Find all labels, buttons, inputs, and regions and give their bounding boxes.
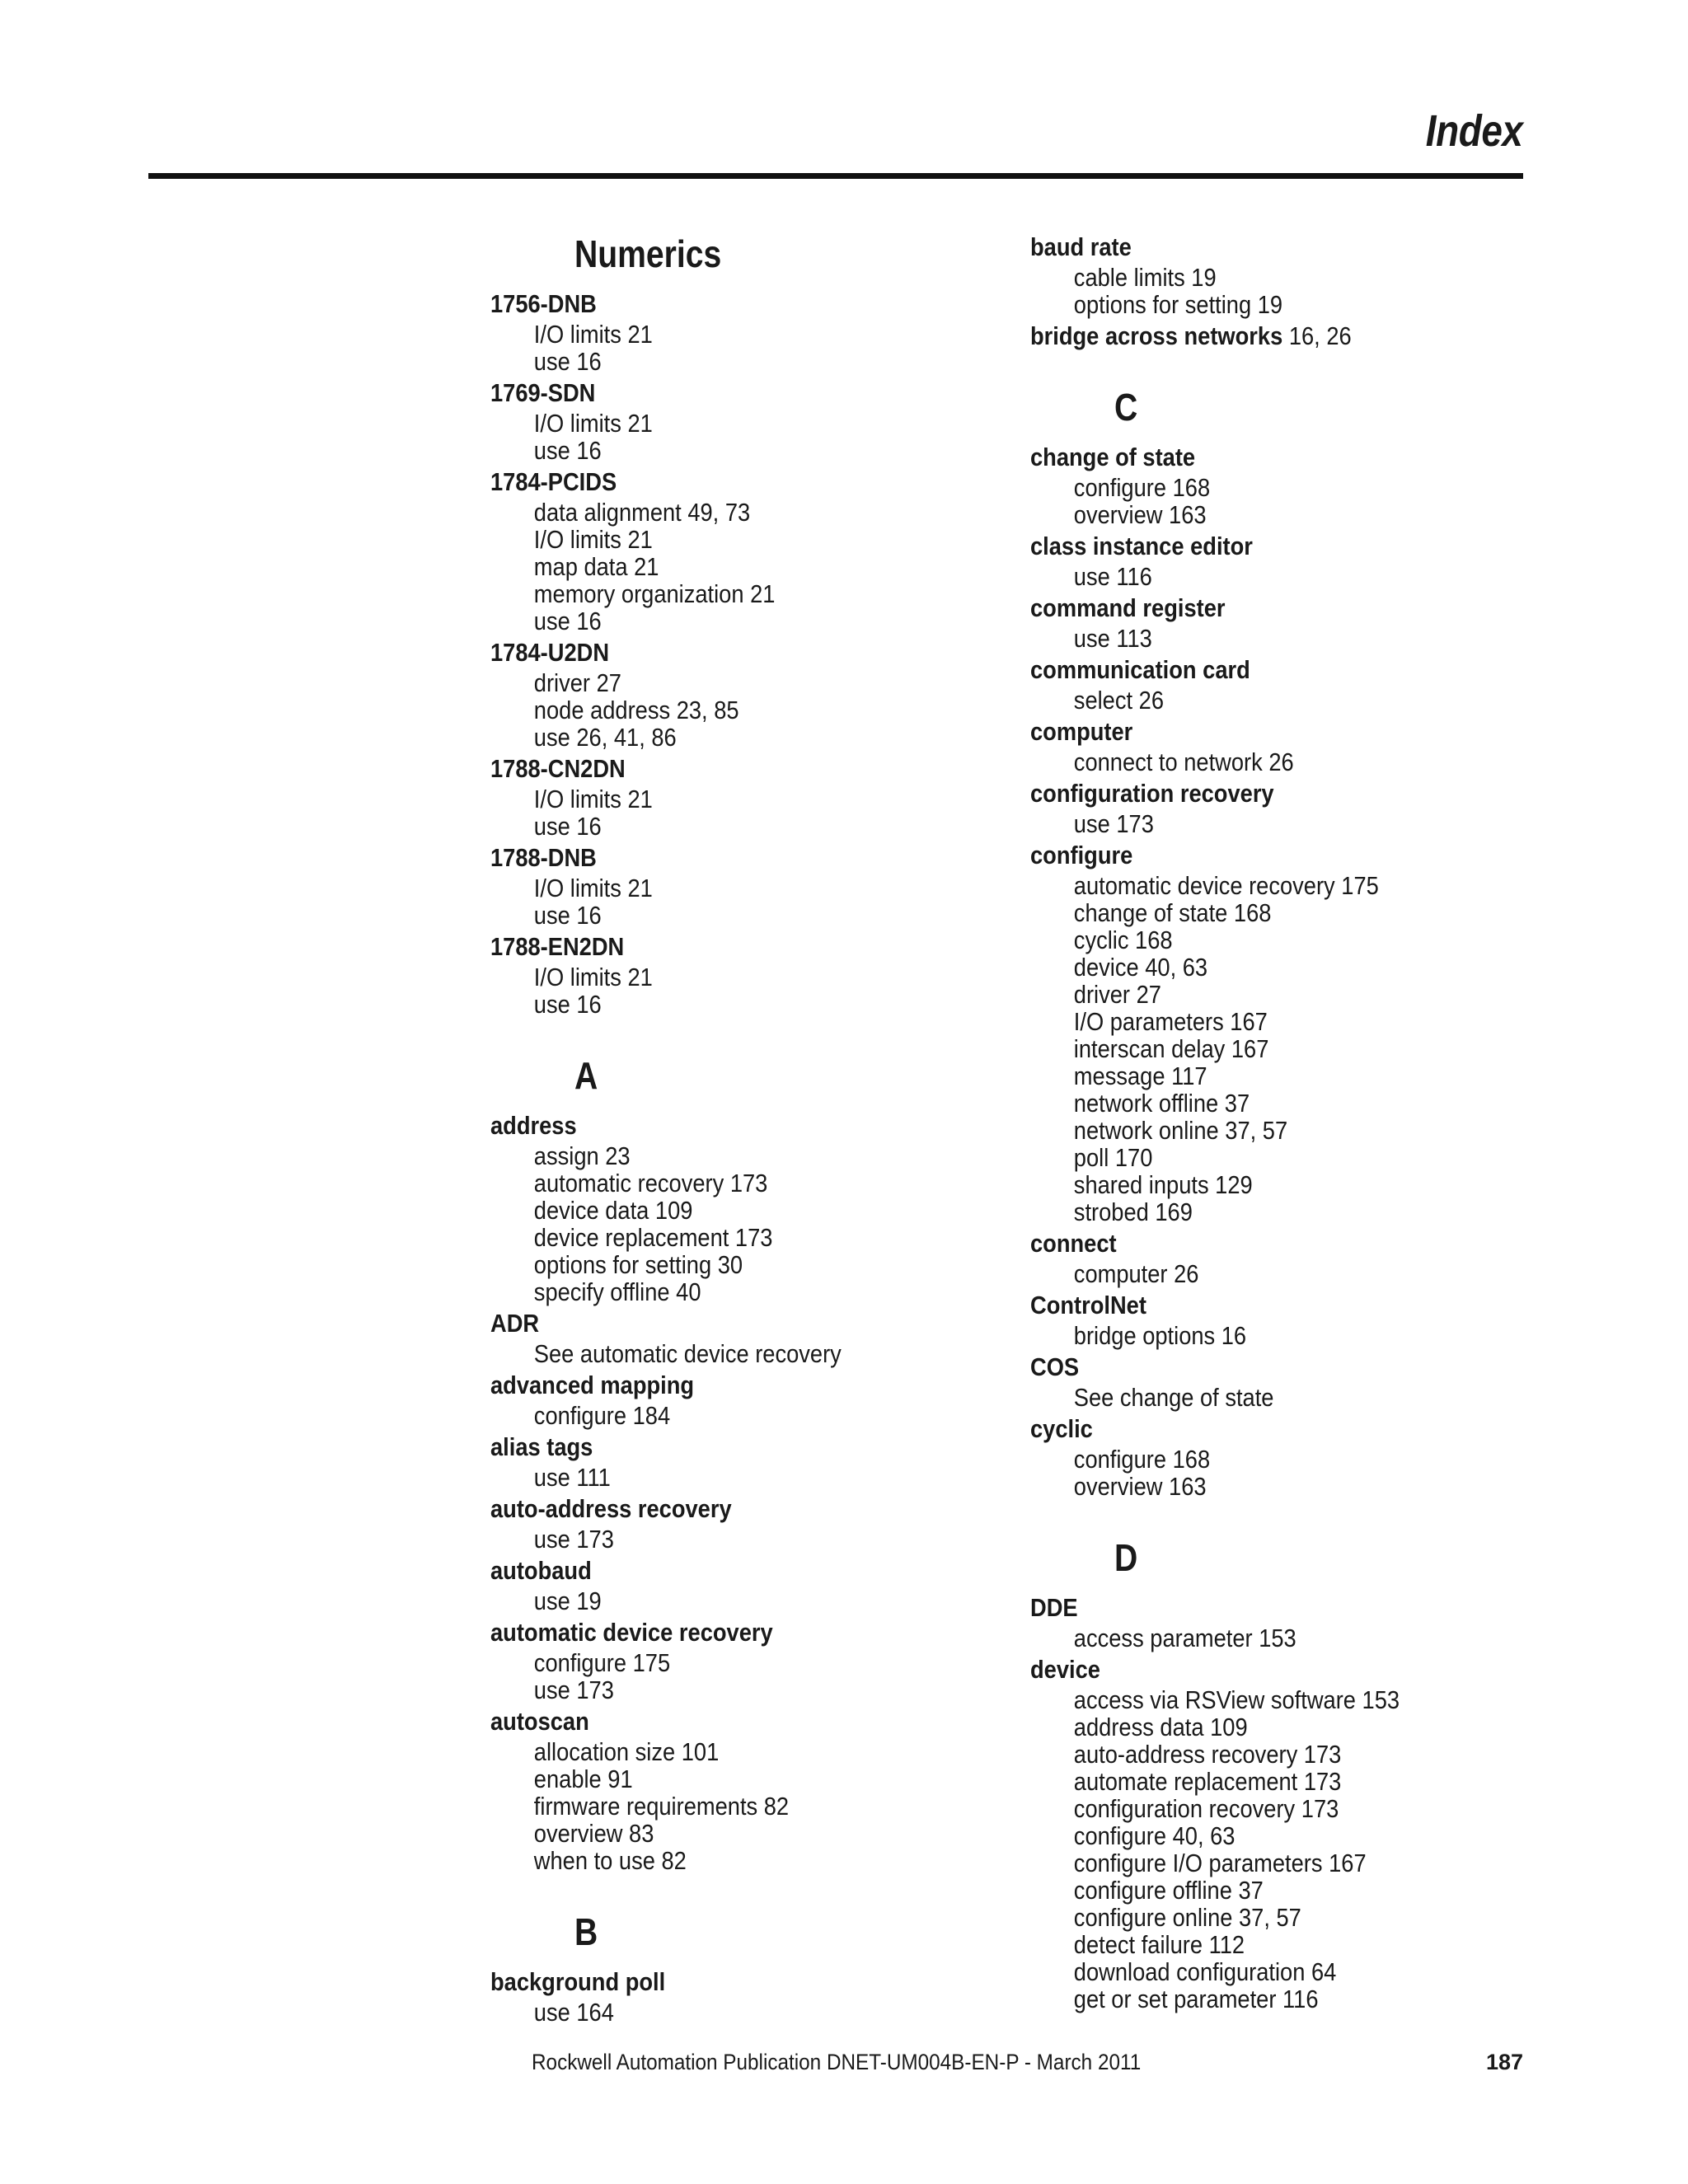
index-subentries: [1030, 1686, 1574, 2013]
index-term: COS: [1030, 1352, 1080, 1381]
title-rule: [148, 173, 1523, 179]
index-term-line: [1030, 1230, 1509, 1257]
index-subentries: [490, 1587, 1034, 1615]
index-term: command register: [1030, 593, 1226, 622]
index-term-line: [490, 1708, 969, 1735]
index-subentries: [1030, 563, 1574, 590]
index-subentry: network offline 37: [1073, 1089, 1250, 1118]
index-subentry: use 16: [533, 901, 602, 930]
index-term: automatic device recovery: [490, 1618, 773, 1647]
index-term: autobaud: [490, 1556, 592, 1585]
index-term: 1756-DNB: [490, 289, 597, 318]
index-entry: [490, 1310, 1034, 1367]
index-subentry: enable 91: [533, 1765, 633, 1793]
index-subentries: [490, 1464, 1034, 1491]
index-section: [490, 229, 1034, 1018]
index-subentry: use 111: [533, 1463, 611, 1492]
index-subentry: use 16: [533, 607, 602, 635]
index-subentries: [1030, 1322, 1574, 1349]
index-subentry: use 173: [533, 1675, 614, 1704]
index-subentry: use 16: [533, 990, 602, 1019]
index-entry: [1030, 1656, 1574, 2013]
index-subentry: use 16: [533, 347, 602, 376]
index-entry: [1030, 594, 1574, 652]
index-subentries: [490, 499, 1034, 635]
index-entry: [490, 1495, 1034, 1553]
index-entry: [1030, 718, 1574, 776]
index-term-line: [490, 933, 969, 960]
index-subentry: use 16: [533, 812, 602, 841]
index-subentry: shared inputs 129: [1073, 1170, 1253, 1199]
index-subentry: configure online 37, 57: [1073, 1903, 1301, 1932]
index-term: ControlNet: [1030, 1291, 1146, 1319]
index-term: DDE: [1030, 1593, 1078, 1622]
index-subentry: configuration recovery 173: [1073, 1794, 1339, 1823]
index-subentry: device 40, 63: [1073, 953, 1208, 982]
index-subentry: I/O parameters 167: [1073, 1007, 1268, 1036]
index-subentries: [490, 1402, 1034, 1429]
index-subentries: [490, 785, 1034, 840]
index-subentry: automatic device recovery 175: [1073, 871, 1379, 900]
index-term: 1784-U2DN: [490, 638, 610, 667]
index-subentry: use 19: [533, 1586, 602, 1615]
index-subentries: [1030, 748, 1574, 776]
index-term: alias tags: [490, 1432, 593, 1461]
index-entry: [1030, 1594, 1574, 1652]
index-entry: [1030, 841, 1574, 1226]
index-subentry: access via RSView software 153: [1073, 1685, 1400, 1714]
index-subentry: options for setting 19: [1073, 290, 1283, 319]
index-term-line: [490, 1495, 969, 1522]
index-subentry: connect to network 26: [1073, 748, 1294, 776]
index-subentries: [490, 1142, 1034, 1305]
index-term-line: [490, 844, 969, 871]
index-subentry: use 164: [533, 1998, 614, 2027]
index-term: class instance editor: [1030, 532, 1253, 560]
index-subentry: message 117: [1073, 1062, 1207, 1090]
index-subentry: specify offline 40: [533, 1277, 701, 1306]
index-subentries: [490, 1999, 1034, 2026]
index-entry: [490, 468, 1034, 635]
section-letter-heading: A: [574, 1054, 598, 1097]
index-term-pages: 16, 26: [1288, 321, 1352, 350]
index-term-line: [490, 290, 969, 317]
index-subentries: [490, 963, 1034, 1018]
index-subentry: overview 163: [1073, 1472, 1207, 1501]
index-subentry: interscan delay 167: [1073, 1034, 1269, 1063]
index-subentry: See change of state: [1073, 1383, 1274, 1412]
index-subentry: network online 37, 57: [1073, 1116, 1288, 1145]
index-column-left: [490, 229, 1034, 2026]
index-subentry: use 16: [533, 436, 602, 465]
index-entry: [490, 844, 1034, 929]
index-term: address: [490, 1111, 577, 1140]
index-term: auto-address recovery: [490, 1494, 732, 1523]
index-subentries: [490, 874, 1034, 929]
index-subentry: poll 170: [1073, 1143, 1153, 1172]
index-subentries: [490, 410, 1034, 464]
index-subentry: I/O limits 21: [533, 785, 653, 813]
index-subentry: memory organization 21: [533, 579, 776, 608]
footer-publication: Rockwell Automation Publication DNET-UM004B-EN-P - March 2011: [532, 2050, 1142, 2074]
index-entry: [1030, 1230, 1574, 1287]
index-entry: [1030, 322, 1574, 349]
index-term: autoscan: [490, 1707, 589, 1736]
index-subentry: I/O limits 21: [533, 320, 653, 349]
index-subentry: cable limits 19: [1073, 263, 1217, 292]
index-subentry: configure offline 37: [1073, 1876, 1264, 1905]
index-subentry: download configuration 64: [1073, 1957, 1337, 1986]
index-section: [1030, 233, 1574, 349]
index-subentries: [490, 1649, 1034, 1704]
index-entry: [490, 639, 1034, 751]
index-term: baud rate: [1030, 232, 1132, 261]
index-term-line: [490, 755, 969, 782]
index-subentries: [1030, 1260, 1574, 1287]
index-term-line: [1030, 1353, 1509, 1380]
index-term-line: [490, 1968, 969, 1995]
index-term: connect: [1030, 1229, 1117, 1258]
index-term: configuration recovery: [1030, 779, 1274, 808]
index-entry: [1030, 443, 1574, 528]
index-subentries: [1030, 625, 1574, 652]
index-term-line: [1030, 718, 1509, 745]
index-term-line: [490, 1371, 969, 1399]
index-term: 1769-SDN: [490, 378, 596, 407]
index-subentry: computer 26: [1073, 1259, 1199, 1288]
index-term: change of state: [1030, 443, 1196, 471]
index-section: [490, 1907, 1034, 2026]
index-subentries: [490, 669, 1034, 751]
index-entry: [1030, 780, 1574, 837]
index-entry: [490, 755, 1034, 840]
section-letter-heading: B: [574, 1910, 598, 1953]
index-subentry: use 116: [1073, 562, 1152, 591]
index-term-line: [1030, 1291, 1509, 1319]
index-subentry: configure I/O parameters 167: [1073, 1849, 1367, 1877]
index-subentry: get or set parameter 116: [1073, 1985, 1319, 2013]
index-subentry: options for setting 30: [533, 1250, 743, 1279]
index-entry: [490, 1619, 1034, 1704]
index-subentry: device data 109: [533, 1196, 693, 1225]
index-term-line: [490, 1433, 969, 1460]
index-subentries: [1030, 264, 1574, 318]
index-term: bridge across networks: [1030, 321, 1283, 350]
section-letter-heading: D: [1114, 1536, 1138, 1579]
index-subentry: configure 168: [1073, 1445, 1211, 1474]
index-entry: [1030, 233, 1574, 318]
footer-page-number: 187: [1485, 2050, 1523, 2074]
index-term-line: [490, 1112, 969, 1139]
index-subentry: auto-address recovery 173: [1073, 1740, 1342, 1769]
index-subentry: use 173: [1073, 809, 1154, 838]
index-entry: [490, 379, 1034, 464]
index-term-line: [1030, 532, 1509, 560]
index-term: background poll: [490, 1967, 666, 1996]
index-subentry: automate replacement 173: [1073, 1767, 1342, 1796]
index-term: communication card: [1030, 655, 1250, 684]
index-subentries: [1030, 687, 1574, 714]
index-entry: [1030, 1415, 1574, 1500]
index-subentries: [490, 1340, 1034, 1367]
index-entry: [490, 1708, 1034, 1874]
index-entry: [1030, 656, 1574, 714]
index-term-line: [1030, 233, 1509, 260]
index-term-line: [490, 1557, 969, 1584]
index-subentries: [1030, 872, 1574, 1226]
index-term-line: [1030, 594, 1509, 621]
index-subentry: overview 163: [1073, 500, 1207, 529]
index-subentry: use 113: [1073, 624, 1152, 653]
index-subentries: [490, 1526, 1034, 1553]
index-subentry: detect failure 112: [1073, 1930, 1245, 1959]
index-column-right: [1030, 229, 1574, 2013]
index-subentry: driver 27: [1073, 980, 1161, 1009]
index-term-line: [1030, 443, 1509, 471]
index-term: computer: [1030, 717, 1133, 746]
section-letter-heading: C: [1114, 386, 1138, 429]
index-term: 1788-EN2DN: [490, 932, 625, 961]
index-subentry: address data 109: [1073, 1713, 1248, 1741]
index-term-line: [1030, 1415, 1509, 1442]
index-subentry: I/O limits 21: [533, 525, 653, 554]
index-entry: [490, 1557, 1034, 1615]
index-subentries: [1030, 1384, 1574, 1411]
index-subentry: configure 40, 63: [1073, 1821, 1236, 1850]
index-term-line: [1030, 1656, 1509, 1683]
index-entry: [490, 933, 1034, 1018]
index-term: device: [1030, 1655, 1100, 1684]
index-subentry: I/O limits 21: [533, 874, 653, 902]
index-subentry: configure 184: [533, 1401, 671, 1430]
index-term-line: [490, 1310, 969, 1337]
index-term-line: [490, 639, 969, 666]
index-subentry: bridge options 16: [1073, 1321, 1247, 1350]
index-term-line: [490, 1619, 969, 1646]
index-term-line: [1030, 322, 1509, 349]
index-section: [1030, 382, 1574, 1500]
index-subentry: See automatic device recovery: [533, 1339, 842, 1368]
index-term-line: [490, 468, 969, 495]
index-subentries: [1030, 810, 1574, 837]
index-subentry: when to use 82: [533, 1846, 687, 1875]
index-subentries: [490, 321, 1034, 375]
page-title: Index: [1426, 106, 1523, 156]
index-subentry: access parameter 153: [1073, 1624, 1296, 1652]
index-subentries: [490, 1738, 1034, 1874]
index-term-line: [1030, 841, 1509, 869]
index-term: 1788-CN2DN: [490, 754, 626, 783]
index-subentry: configure 175: [533, 1648, 671, 1677]
index-entry: [490, 1112, 1034, 1305]
index-subentry: firmware requirements 82: [533, 1792, 790, 1821]
index-subentry: configure 168: [1073, 473, 1211, 502]
index-subentry: overview 83: [533, 1819, 654, 1848]
index-subentry: assign 23: [533, 1141, 631, 1170]
index-term: configure: [1030, 841, 1133, 869]
index-term-line: [1030, 780, 1509, 807]
index-subentry: device replacement 173: [533, 1223, 773, 1252]
index-subentry: I/O limits 21: [533, 963, 653, 991]
index-subentry: use 26, 41, 86: [533, 723, 677, 752]
index-subentry: automatic recovery 173: [533, 1169, 768, 1197]
index-term-line: [490, 379, 969, 406]
index-term: cyclic: [1030, 1414, 1093, 1443]
index-section: [1030, 1533, 1574, 2013]
index-section: [490, 1051, 1034, 1874]
index-entry: [1030, 532, 1574, 590]
index-term-line: [1030, 656, 1509, 683]
index-term: 1784-PCIDS: [490, 467, 617, 496]
index-subentry: data alignment 49, 73: [533, 498, 751, 527]
index-subentry: change of state 168: [1073, 898, 1272, 927]
index-entry: [1030, 1353, 1574, 1411]
index-subentries: [1030, 1446, 1574, 1500]
index-subentry: cyclic 168: [1073, 926, 1173, 954]
index-entry: [490, 290, 1034, 375]
index-entry: [1030, 1291, 1574, 1349]
index-term: ADR: [490, 1309, 540, 1338]
index-subentries: [1030, 474, 1574, 528]
index-subentry: strobed 169: [1073, 1197, 1193, 1226]
index-term: 1788-DNB: [490, 843, 597, 872]
index-subentry: I/O limits 21: [533, 409, 653, 438]
index-subentry: use 173: [533, 1525, 614, 1554]
index-entry: [490, 1968, 1034, 2026]
index-subentry: node address 23, 85: [533, 696, 739, 724]
index-subentries: [1030, 1624, 1574, 1652]
index-subentry: driver 27: [533, 668, 621, 697]
index-entry: [490, 1371, 1034, 1429]
index-subentry: map data 21: [533, 552, 659, 581]
index-term-line: [1030, 1594, 1509, 1621]
index-entry: [490, 1433, 1034, 1491]
index-term: advanced mapping: [490, 1371, 695, 1399]
section-letter-heading: Numerics: [574, 232, 722, 275]
index-subentry: allocation size 101: [533, 1737, 720, 1766]
index-subentry: select 26: [1073, 686, 1164, 715]
